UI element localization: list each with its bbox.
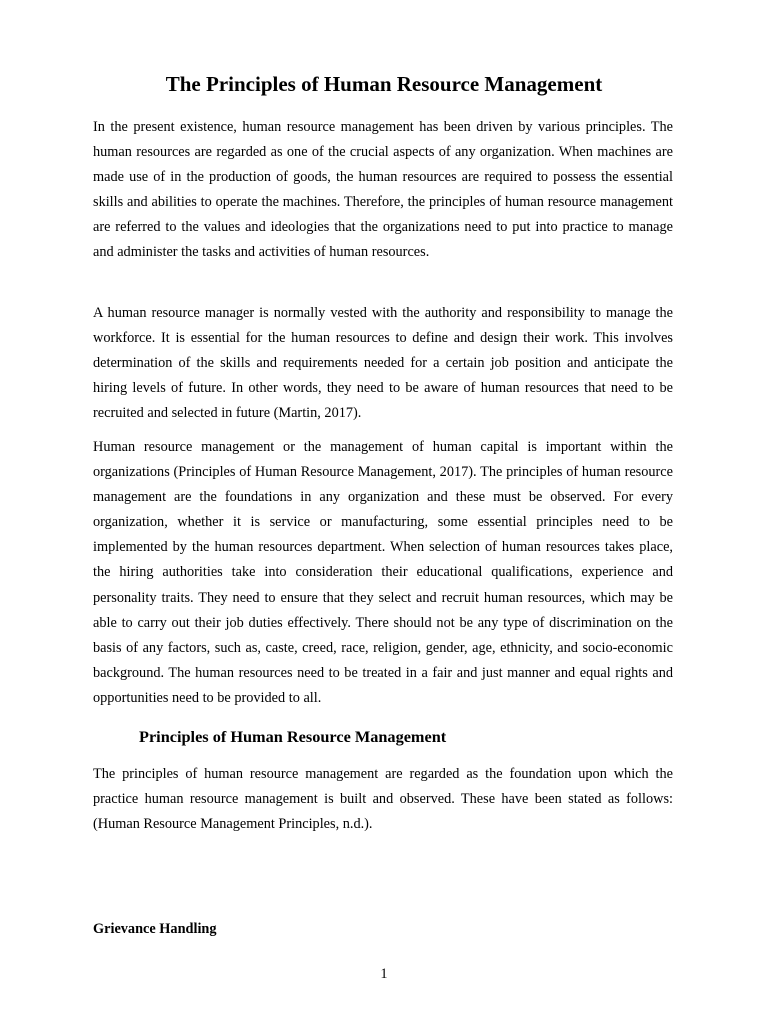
paragraph-hr-manager: A human resource manager is normally vested with the authority and responsibility to manage the workforce. It is essential for the human resources to define and design their work. This involves determination of the skills and requirements needed for a certain job position and anticipate the hiring levels of future. In other words, they need to be aware of human resources that need to be recruited and selected in future (Martin, 2017). xyxy=(93,305,673,422)
document-title: The Principles of Human Resource Management xyxy=(165,72,603,96)
section-heading: Principles of Human Resource Management xyxy=(139,727,447,746)
page-number: 1 xyxy=(380,966,388,982)
paragraph-principles-foundation: The principles of human resource management are regarded as the foundation upon which the practice human resource management is built and observed. These have been stated as follows: (Human Resource Management Principles, n.d.). xyxy=(93,766,673,833)
paragraph-human-capital: Human resource management or the management of human capital is important within the organizations (Principles of Human Resource Management, 2017). The principles of human resource management are the foundations in any organization and these must be observed. For every organization, whether it is service or manufacturing, some essential principles need to be implemented by the human resources department. When selection of human resources takes place, the hiring authorities take into consideration their educational qualifications, experience and personality traits. They need to ensure that they select and recruit human resources, which may be able to carry out their job duties effectively. There should not be any type of discrimination on the basis of any factors, such as, caste, creed, race, religion, gender, age, ethnicity, and socio-economic background. The human resources need to be treated in a fair and just manner and equal rights and opportunities need to be provided to all. xyxy=(93,439,673,706)
sub-heading-grievance-handling: Grievance Handling xyxy=(93,921,217,937)
paragraph-intro: In the present existence, human resource management has been driven by various principles. The human resources are regarded as one of the crucial aspects of any organization. When machines are made use of in the production of goods, the human resources are required to possess the essential skills and abilities to operate the machines. Therefore, the principles of human resource management are referred to the values and ideologies that the organizations need to put into practice to manage and administer the tasks and activities of human resources. xyxy=(93,119,673,261)
